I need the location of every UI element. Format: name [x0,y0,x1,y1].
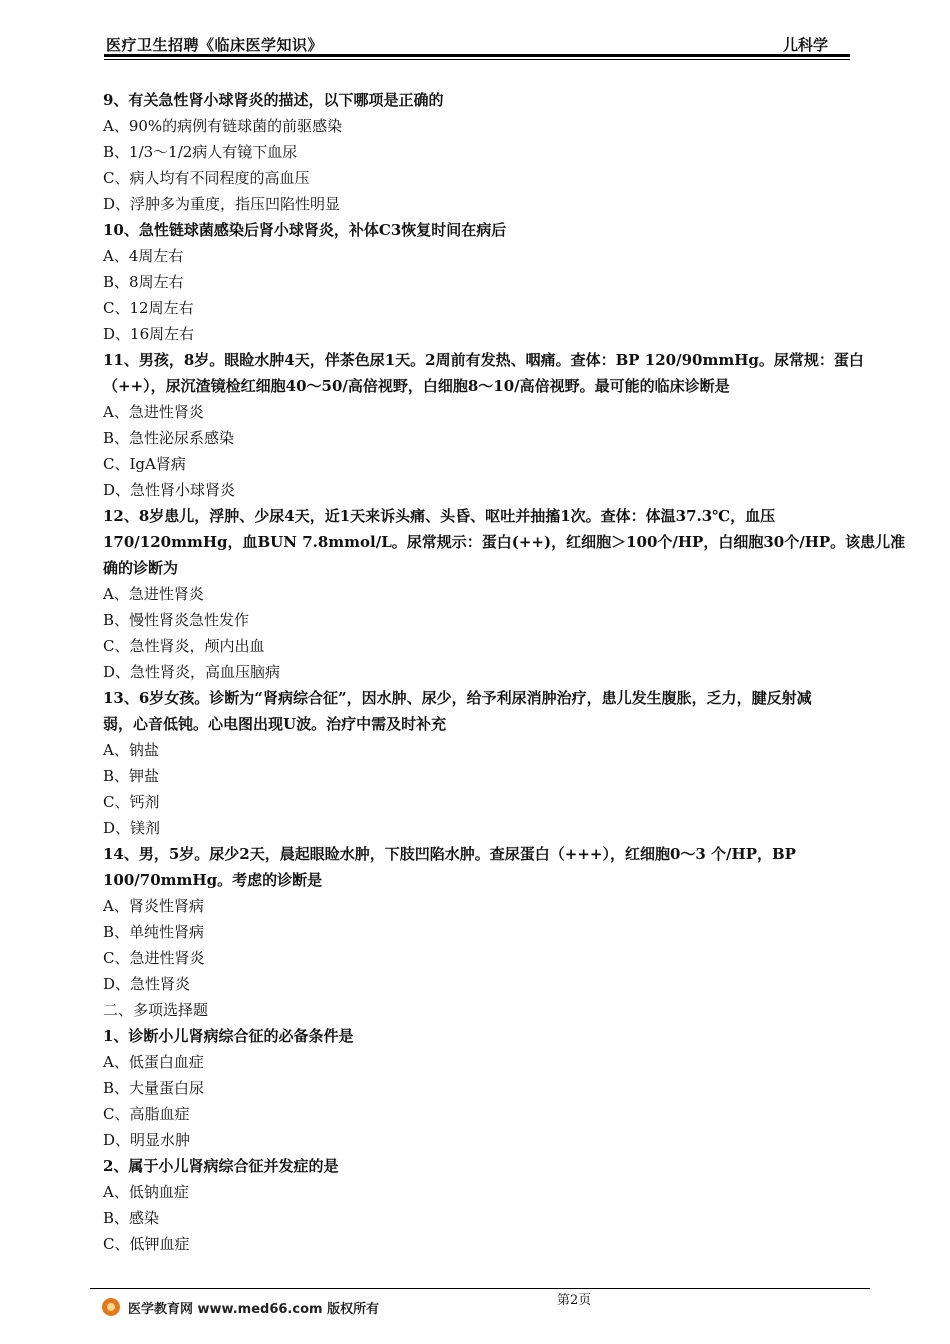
question-text-line: 2、属于小儿肾病综合征并发症的是 [103,1157,339,1175]
option-text-line: B、单纯性肾病 [103,923,205,941]
option-text-line: B、1/3～1/2病人有镜下血尿 [103,143,298,161]
brand-text: 医学教育网 www.med66.com 版权所有 [128,1301,380,1317]
header-rule-thin [104,59,850,60]
option-text-line: A、急进性肾炎 [103,403,204,421]
option-text-line: B、感染 [103,1209,160,1227]
option-text-line: B、8周左右 [103,273,184,291]
question-text-line: 9、有关急性肾小球肾炎的描述，以下哪项是正确的 [103,91,444,109]
option-text-line: A、4周左右 [103,247,184,265]
option-text-line: C、病人均有不同程度的高血压 [103,169,310,187]
option-text-line: A、低蛋白血症 [103,1053,204,1071]
option-text-line: A、急进性肾炎 [103,585,204,603]
question-text-line: 1、诊断小儿肾病综合征的必备条件是 [103,1027,354,1045]
option-text-line: 二、多项选择题 [103,1001,209,1019]
question-text-line: 确的诊断为 [103,559,179,577]
option-text-line: D、急性肾炎，高血压脑病 [103,663,281,681]
brand-logo-icon [102,1298,120,1316]
header-title: 医疗卫生招聘《临床医学知识》 [106,36,324,54]
question-text-line: 14、男，5岁。尿少2天，晨起眼睑水肿，下肢凹陷水肿。查尿蛋白（+++），红细胞0～3 个/HP，BP [103,845,796,863]
question-text-line: 100/70mmHg。考虑的诊断是 [103,871,323,889]
header-rule-thick [104,54,850,57]
option-text-line: B、钾盐 [103,767,160,785]
question-text-line: 10、急性链球菌感染后肾小球肾炎，补体C3恢复时间在病后 [103,221,507,239]
option-text-line: C、12周左右 [103,299,194,317]
option-text-line: A、钠盐 [103,741,159,759]
option-text-line: D、镁剂 [103,819,161,837]
question-text-line: 13、6岁女孩。诊断为“肾病综合征”，因水肿、尿少，给予利尿消肿治疗，患儿发生腹胀，乏力，腱反射减 [103,689,812,707]
page-header [104,30,850,58]
footer-rule [90,1288,870,1289]
question-text-line: 11、男孩，8岁。眼睑水肿4天，伴茶色尿1天。2周前有发热、咽痛。查体：BP 120/90mmHg。尿常规：蛋白 [103,351,864,369]
option-text-line: C、急进性肾炎 [103,949,205,967]
question-text-line: 12、8岁患儿，浮肿、少尿4天，近1天来诉头痛、头昏、呕吐并抽搐1次。查体：体温37.3℃，血压 [103,507,776,525]
option-text-line: C、低钾血症 [103,1235,190,1253]
option-text-line: B、急性泌尿系感染 [103,429,235,447]
option-text-line: D、明显水肿 [103,1131,191,1149]
question-text-line: 弱，心音低钝。心电图出现U波。治疗中需及时补充 [103,715,447,733]
option-text-line: B、慢性肾炎急性发作 [103,611,250,629]
page-number: 第2页 [557,1293,592,1308]
option-text-line: C、高脂血症 [103,1105,190,1123]
option-text-line: C、钙剂 [103,793,160,811]
option-text-line: B、大量蛋白尿 [103,1079,205,1097]
option-text-line: A、肾炎性肾病 [103,897,204,915]
option-text-line: A、低钠血症 [103,1183,189,1201]
option-text-line: A、90%的病例有链球菌的前驱感染 [103,117,343,135]
footer-brand [102,1296,379,1318]
option-text-line: D、浮肿多为重度，指压凹陷性明显 [103,195,341,213]
option-text-line: D、急性肾炎 [103,975,191,993]
option-text-line: D、16周左右 [103,325,195,343]
question-content [103,87,906,1257]
question-text-line: （++），尿沉渣镜检红细胞40～50/高倍视野，白细胞8～10/高倍视野。最可能的临床诊断是 [103,377,730,395]
question-text-line: 170/120mmHg，血BUN 7.8mmol/L。尿常规示：蛋白(++)，红细胞＞100个/HP，白细胞30个/HP。该患儿准 [103,533,906,551]
option-text-line: C、急性肾炎，颅内出血 [103,637,265,655]
option-text-line: C、IgA肾病 [103,455,186,473]
option-text-line: D、急性肾小球肾炎 [103,481,236,499]
header-subject: 儿科学 [782,36,828,54]
